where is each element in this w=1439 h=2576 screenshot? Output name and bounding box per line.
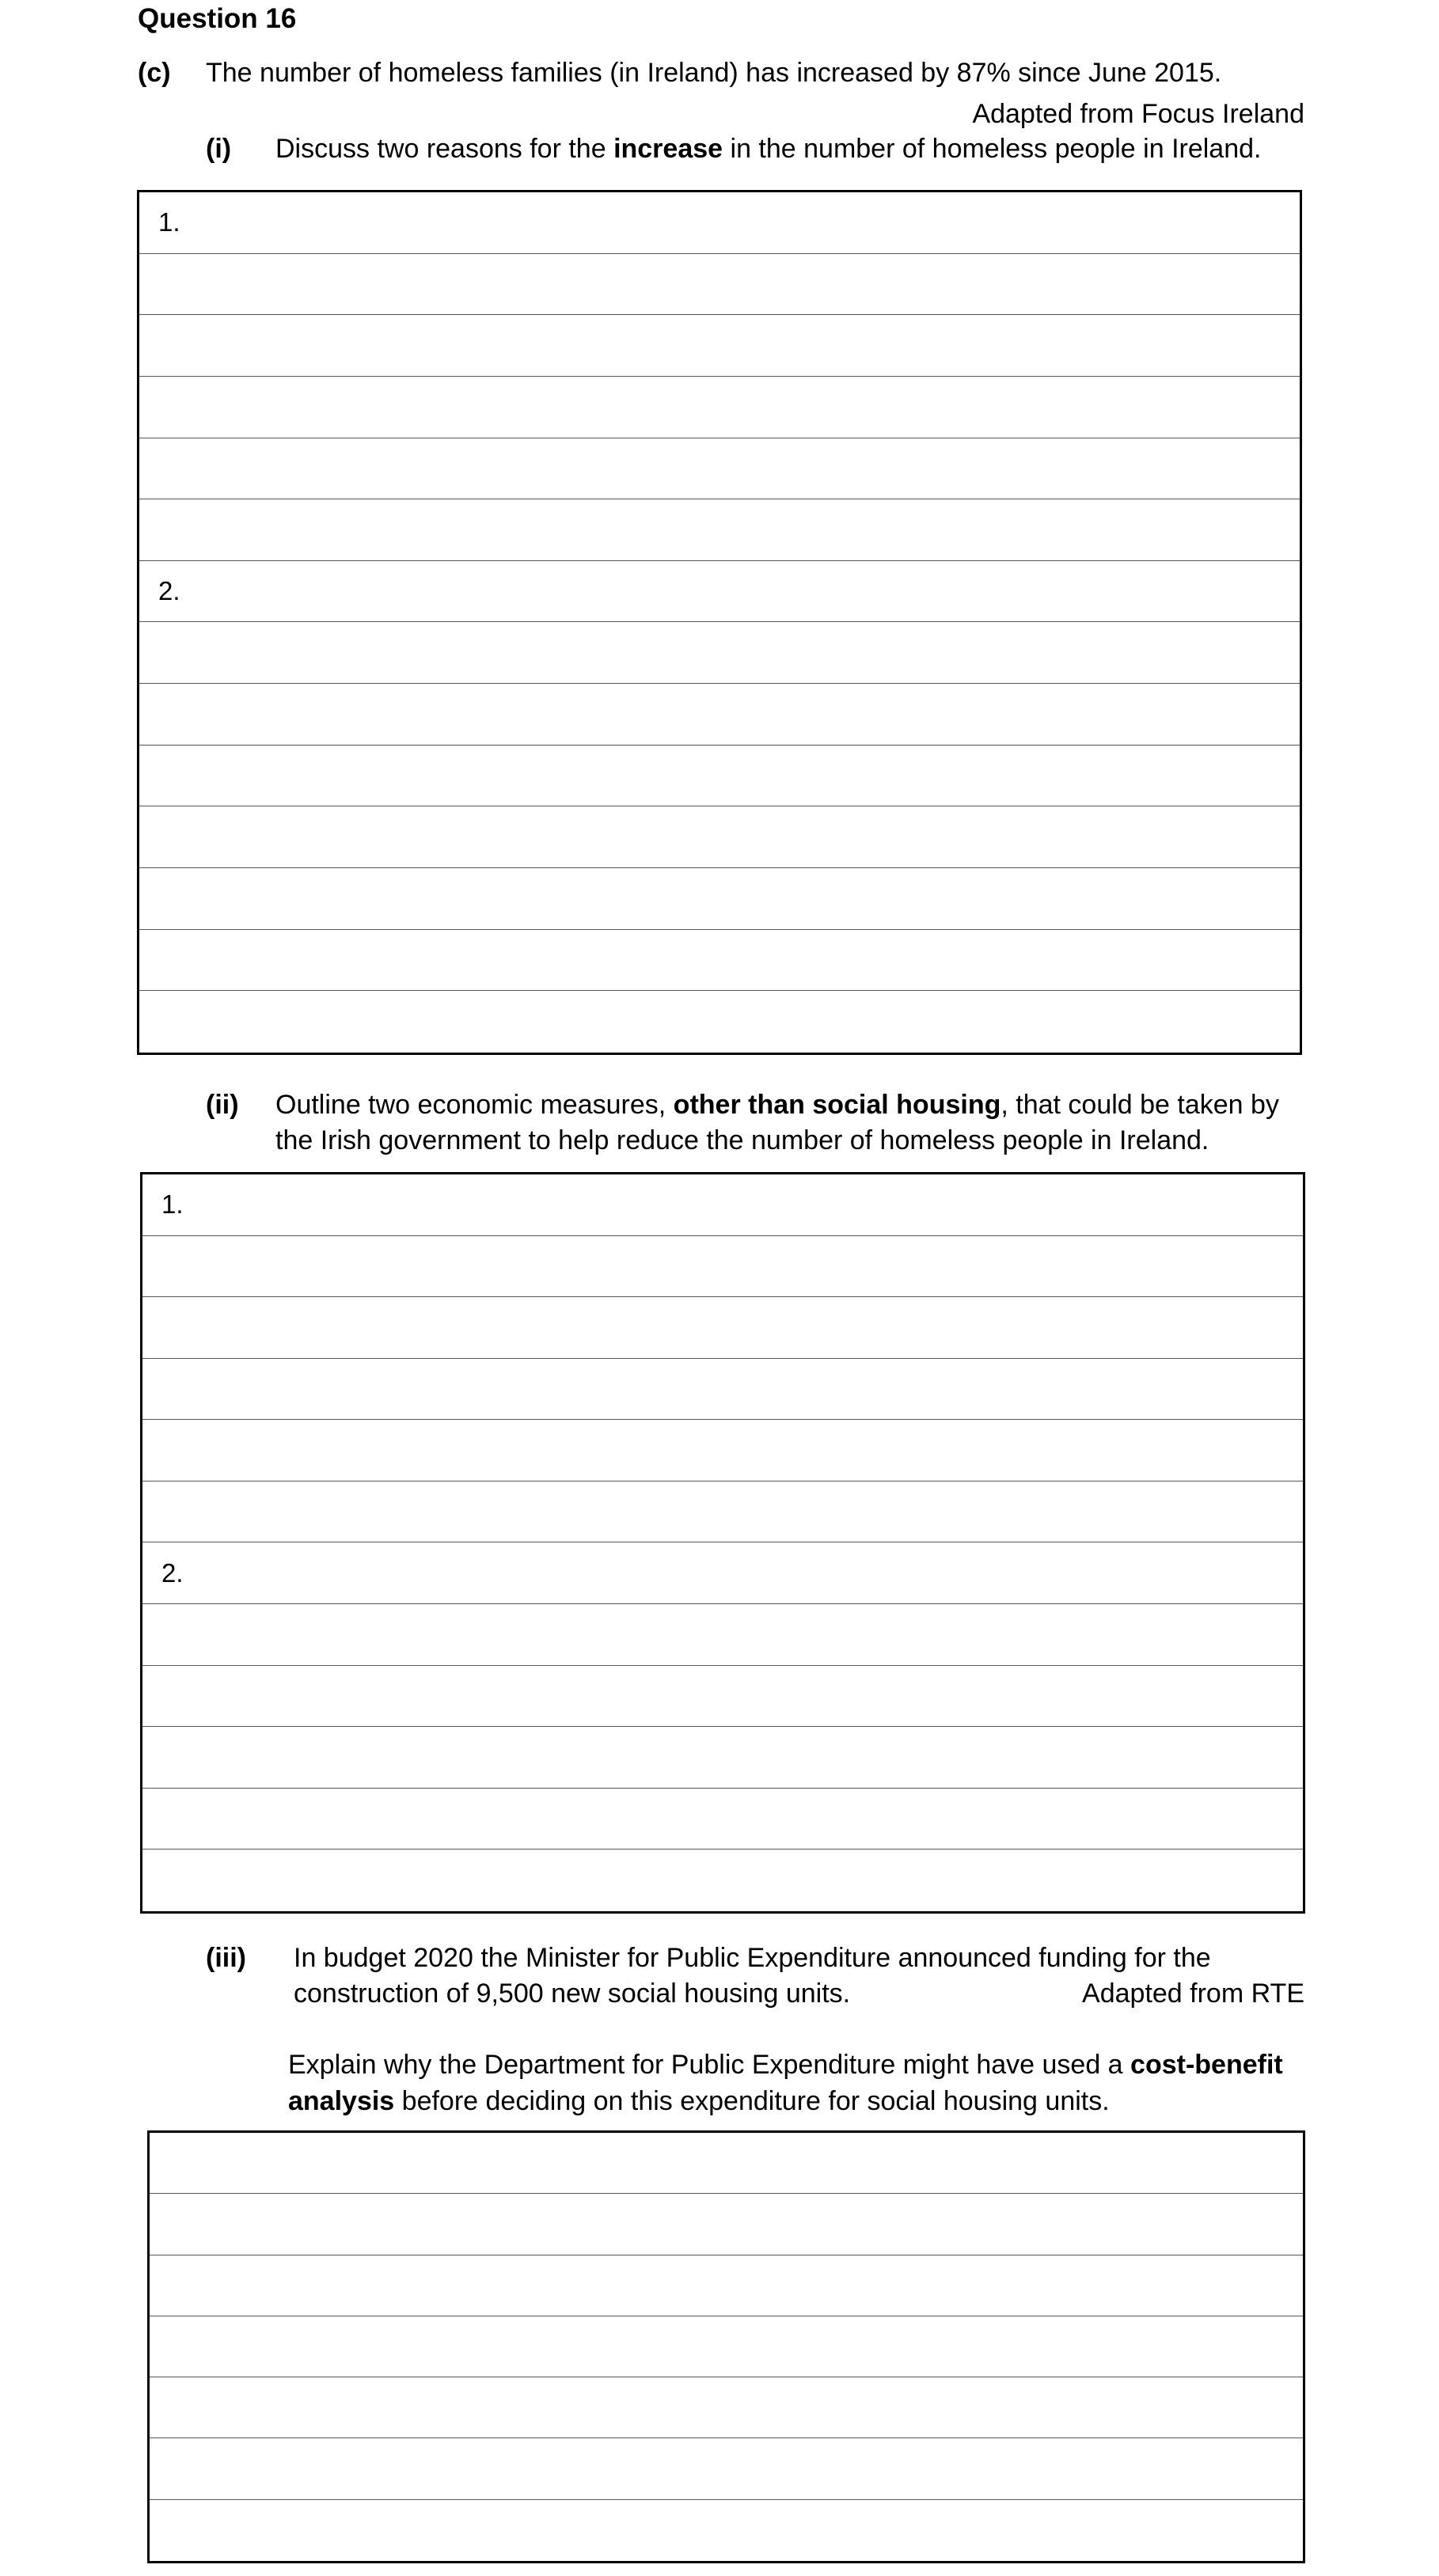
part-i-text-bold: increase — [613, 134, 723, 164]
answer-line[interactable] — [150, 2255, 1303, 2316]
answer-line[interactable] — [139, 745, 1300, 807]
answer-number: 2. — [158, 576, 180, 606]
part-iii-text-before: Explain why the Department for Public Expenditure might have used a — [288, 2050, 1131, 2080]
answer-line[interactable] — [150, 2316, 1303, 2377]
source-rte: Adapted from RTE — [1082, 1978, 1304, 2009]
answer-box-part-i[interactable] — [137, 190, 1302, 1055]
answer-line[interactable] — [142, 1727, 1303, 1789]
answer-line[interactable] — [139, 192, 1300, 254]
answer-line[interactable] — [142, 1297, 1303, 1359]
part-i-text-after: in the number of homeless people in Ireland. — [723, 134, 1262, 164]
part-ii-text-before: Outline two economic measures, — [275, 1090, 674, 1120]
answer-line[interactable] — [142, 1789, 1303, 1850]
answer-line[interactable] — [139, 377, 1300, 438]
answer-line[interactable] — [139, 806, 1300, 868]
answer-line[interactable] — [142, 1359, 1303, 1421]
answer-number: 1. — [161, 1189, 184, 1220]
answer-line[interactable] — [150, 2377, 1303, 2438]
part-ii-label: (ii) — [206, 1090, 239, 1120]
answer-line[interactable] — [142, 1849, 1303, 1911]
answer-line[interactable] — [142, 1174, 1303, 1236]
question-statement: The number of homeless families (in Ireland) has increased by 87% since June 2015. — [206, 58, 1222, 88]
answer-number: 2. — [161, 1557, 184, 1588]
answer-line[interactable] — [150, 2194, 1303, 2255]
part-i-text-before: Discuss two reasons for the — [275, 134, 614, 164]
answer-line[interactable] — [139, 315, 1300, 377]
question-title: Question 16 — [138, 3, 297, 34]
answer-line[interactable] — [139, 254, 1300, 316]
answer-line[interactable] — [142, 1481, 1303, 1543]
answer-box-part-ii[interactable] — [140, 1172, 1305, 1914]
part-i-question — [275, 131, 1261, 166]
answer-line[interactable] — [150, 2438, 1303, 2499]
part-iii-text-bold: cost-benefit analysis — [288, 2050, 1283, 2116]
part-ii-text-bold: other than social housing — [673, 1090, 1001, 1120]
part-i-label: (i) — [206, 134, 232, 164]
answer-line[interactable] — [150, 2133, 1303, 2194]
answer-line[interactable] — [142, 1236, 1303, 1298]
part-iii-text-after: before deciding on this expenditure for social housing units. — [394, 2086, 1110, 2116]
part-iii-label: (iii) — [206, 1943, 246, 1973]
part-iii-statement: In budget 2020 the Minister for Public Expenditure announced funding for the construction of 9,500 new social housing units. — [294, 1943, 1211, 2009]
answer-line[interactable] — [139, 868, 1300, 930]
answer-line[interactable] — [142, 1542, 1303, 1604]
answer-line[interactable] — [139, 991, 1300, 1053]
answer-line[interactable] — [139, 438, 1300, 500]
part-ii-text-after: , that could be taken by the Irish government to help reduce the number of homeless people in Ireland. — [275, 1090, 1279, 1155]
answer-line[interactable] — [142, 1604, 1303, 1666]
answer-line[interactable] — [142, 1420, 1303, 1481]
answer-line[interactable] — [139, 622, 1300, 684]
part-c-label: (c) — [138, 58, 171, 88]
answer-line[interactable] — [150, 2500, 1303, 2561]
answer-line[interactable] — [139, 930, 1300, 992]
answer-line[interactable] — [139, 499, 1300, 561]
answer-line[interactable] — [139, 561, 1300, 623]
answer-box-part-iii[interactable] — [147, 2130, 1305, 2563]
answer-line[interactable] — [142, 1666, 1303, 1728]
part-iii-question — [288, 2047, 1317, 2119]
answer-line[interactable] — [139, 684, 1300, 745]
source-focus-ireland: Adapted from Focus Ireland — [972, 99, 1304, 129]
answer-number: 1. — [158, 207, 180, 237]
part-ii-question — [275, 1087, 1320, 1159]
